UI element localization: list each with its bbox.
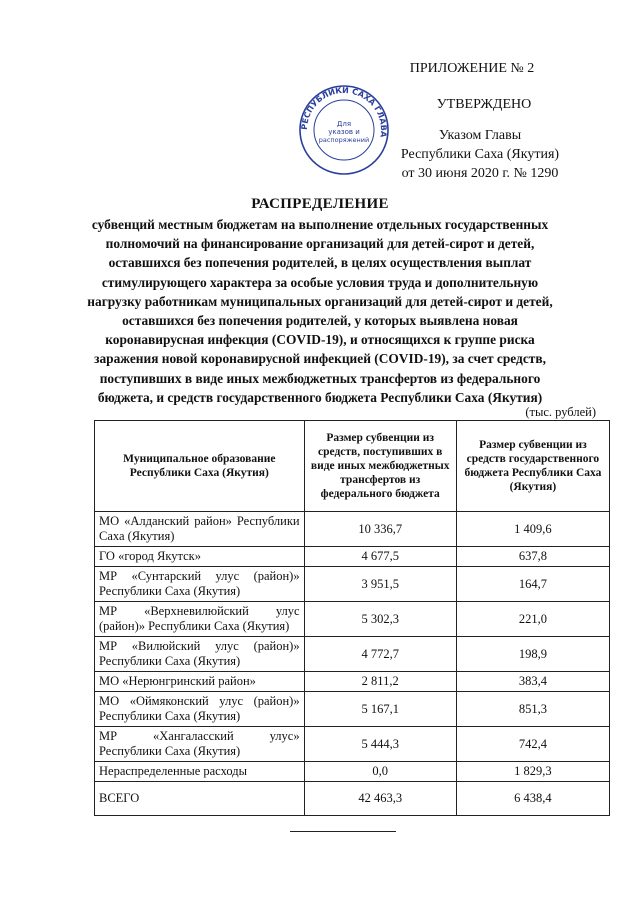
table-row	[95, 512, 610, 547]
decree-line-3: от 30 июня 2020 г. № 1290	[401, 166, 559, 181]
table-row	[95, 567, 610, 602]
state-amount-cell: 164,7	[456, 567, 609, 602]
federal-amount-cell: 3 951,5	[304, 567, 456, 602]
state-total-cell: 6 438,4	[456, 782, 609, 816]
decree-line-2: Республики Саха (Якутия)	[400, 147, 560, 162]
state-amount-cell: 1 829,3	[456, 762, 609, 782]
title-body: субвенций местным бюджетам на выполнение отдельных государственных полномочий на финансирование организаций для детей-сирот и детей, оставшихся без попечения родителей, в целях осуществления выплат стимулирующего характера за особые условия труда и дополнительную нагрузку работникам муниципальных организаций для детей-сирот и детей, оставшихся без попечения родителей, у которых выявлена новая коронавирусная инфекция (COVID-19), и относящихся к группе риска заражения новой коронавирусной инфекцией (COVID-19), за счет средств, поступивших в виде иных межбюджетных трансфертов из федерального бюджета, и средств государственного бюджета Республики Саха (Якутия)	[87, 217, 553, 405]
title-heading: РАСПРЕДЕЛЕНИЕ	[251, 196, 389, 212]
table-row	[95, 692, 610, 727]
document-title	[80, 196, 560, 407]
approval-header	[370, 58, 590, 183]
official-stamp-icon	[298, 84, 390, 176]
federal-total-cell: 42 463,3	[304, 782, 456, 816]
table-total-row	[95, 782, 610, 816]
municipality-cell: МО «Алданский район» Республики Саха (Якутия)	[95, 512, 305, 547]
table-row	[95, 762, 610, 782]
federal-amount-cell: 0,0	[304, 762, 456, 782]
decree-reference	[370, 126, 590, 183]
federal-amount-cell: 4 772,7	[304, 637, 456, 672]
municipality-cell: МР «Хангаласский улус» Республики Саха (Якутия)	[95, 727, 305, 762]
svg-text:Для: Для	[336, 120, 352, 128]
column-header-state: Размер субвенции из средств государственного бюджета Республики Саха (Якутия)	[456, 421, 609, 512]
column-header-municipality: Муниципальное образование Республики Саха (Якутия)	[95, 421, 305, 512]
table-row	[95, 547, 610, 567]
federal-amount-cell: 10 336,7	[304, 512, 456, 547]
svg-text:указов и: указов и	[328, 128, 360, 136]
state-amount-cell: 851,3	[456, 692, 609, 727]
table-row	[95, 672, 610, 692]
municipality-cell: МО «Нерюнгринский район»	[95, 672, 305, 692]
federal-amount-cell: 5 167,1	[304, 692, 456, 727]
municipality-cell: МР «Вилюйский улус (район)» Республики Саха (Якутия)	[95, 637, 305, 672]
municipality-cell: МР «Сунтарский улус (район)» Республики Саха (Якутия)	[95, 567, 305, 602]
svg-text:распоряжений: распоряжений	[318, 136, 370, 144]
approved-label: УТВЕРЖДЕНО	[436, 97, 532, 112]
municipality-cell: Нераспределенные расходы	[95, 762, 305, 782]
state-amount-cell: 637,8	[456, 547, 609, 567]
federal-amount-cell: 5 444,3	[304, 727, 456, 762]
municipality-cell: ГО «город Якутск»	[95, 547, 305, 567]
table-row	[95, 727, 610, 762]
appendix-label: ПРИЛОЖЕНИЕ № 2	[409, 61, 535, 76]
total-label-cell: ВСЕГО	[95, 782, 305, 816]
municipality-cell: МР «Верхневилюйский улус (район)» Республики Саха (Якутия)	[95, 602, 305, 637]
table-header-row	[95, 421, 610, 512]
federal-amount-cell: 4 677,5	[304, 547, 456, 567]
state-amount-cell: 383,4	[456, 672, 609, 692]
state-amount-cell: 742,4	[456, 727, 609, 762]
federal-amount-cell: 2 811,2	[304, 672, 456, 692]
state-amount-cell: 221,0	[456, 602, 609, 637]
state-amount-cell: 198,9	[456, 637, 609, 672]
stamp-ring-text: РЕСПУБЛИКИ САХА ГЛАВА	[299, 85, 389, 138]
column-header-federal: Размер субвенции из средств, поступивших в виде иных межбюджетных трансфертов из федерального бюджета	[304, 421, 456, 512]
federal-amount-cell: 5 302,3	[304, 602, 456, 637]
state-amount-cell: 1 409,6	[456, 512, 609, 547]
decree-line-1: Указом Главы	[438, 128, 522, 143]
end-divider	[290, 831, 396, 832]
municipality-cell: МО «Оймяконский улус (район)» Республики Саха (Якутия)	[95, 692, 305, 727]
table-row	[95, 637, 610, 672]
units-label: (тыс. рублей)	[525, 405, 596, 419]
subsidy-table	[94, 420, 610, 816]
table-row	[95, 602, 610, 637]
